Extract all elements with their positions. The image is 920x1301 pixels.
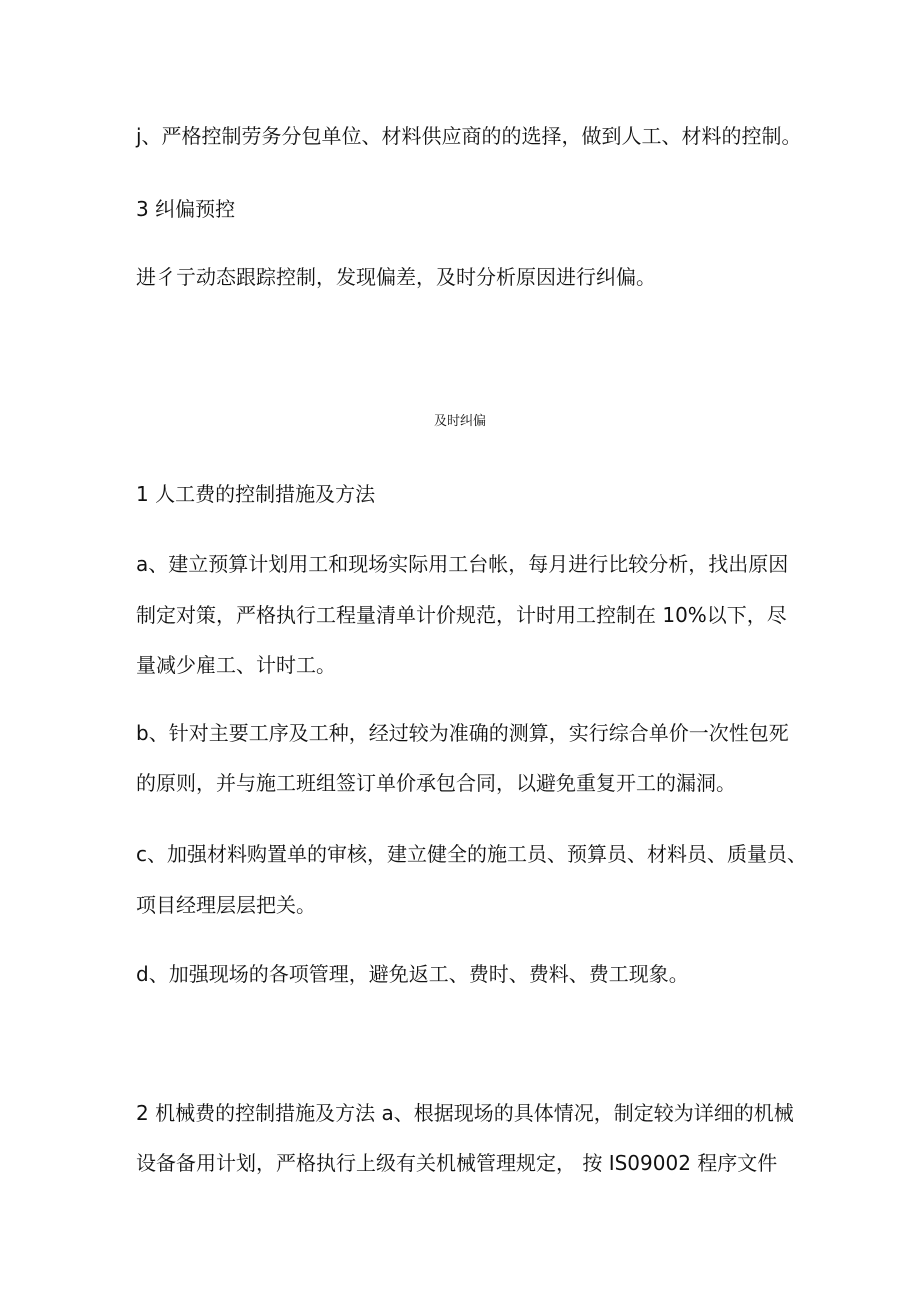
labor-a-line-2: 制定对策，严格执行工程量清单计价规范，计时用工控制在 10%以下，尽 [136, 603, 787, 627]
machine-line-2: 设备备用计划，严格执行上级有关机械管理规定， 按 IS09002 程序文件 [136, 1151, 778, 1175]
labor-b-line-1: b、针对主要工序及工种，经过较为准确的测算，实行综合单价一次性包死 [136, 721, 789, 745]
machine-line-1: 2 机械费的控制措施及方法 a、根据现场的具体情况，制定较为详细的机械 [136, 1101, 794, 1125]
labor-d-text: d、加强现场的各项管理，避免返工、费时、费料、费工现象。 [136, 962, 689, 986]
labor-a-line-1: a、建立预算计划用工和现场实际用工台帐，每月进行比较分析，找出原因 [136, 552, 789, 576]
section3-heading: 3 纠偏预控 [136, 197, 236, 221]
labor-c-line-2: 项目经理层层把关。 [136, 893, 316, 917]
labor-a-line-3: 量减少雇工、计时工。 [136, 653, 336, 677]
labor-c-line-1: c、加强材料购置单的审核，建立健全的施工员、预算员、材料员、质量员、 [136, 842, 807, 866]
labor-b-line-2: 的原则，并与施工班组签订单价承包合同，以避免重复开工的漏洞。 [136, 771, 736, 795]
labor-heading: 1 人工费的控制措施及方法 [136, 482, 376, 506]
figure-caption: 及时纠偏 [433, 414, 486, 429]
item-j-text: j、严格控制劳务分包单位、材料供应商的的选择，做到人工、材料的控制。 [136, 124, 802, 148]
section3-text: 进彳亍动态跟踪控制，发现偏差，及时分析原因进行纠偏。 [136, 265, 656, 289]
